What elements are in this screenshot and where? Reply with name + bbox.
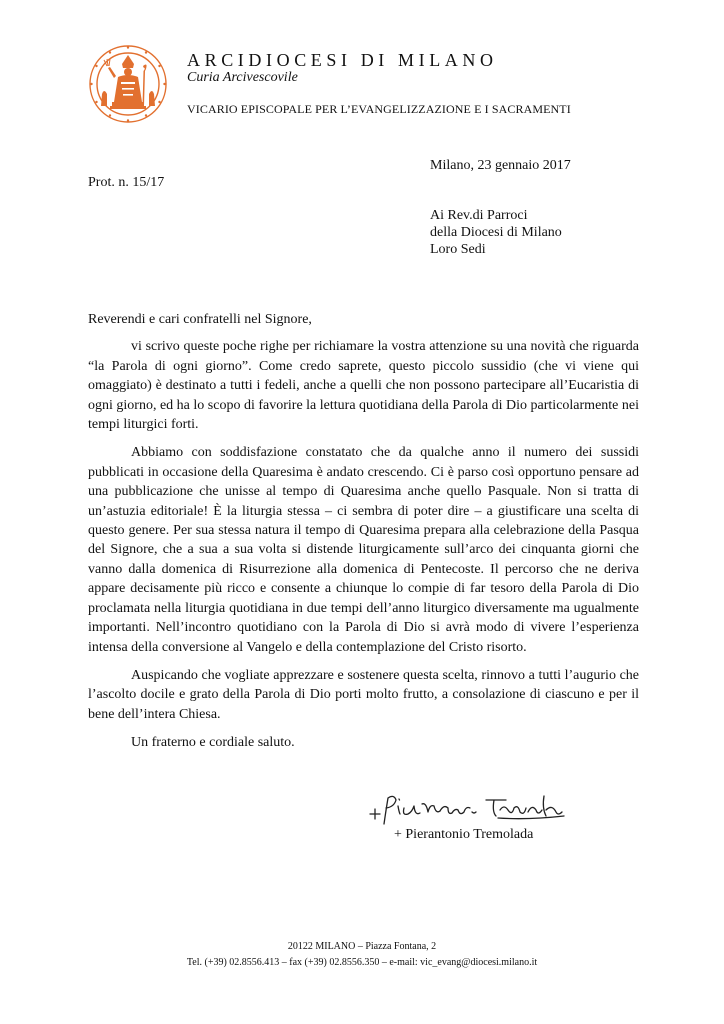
place-and-date: Milano, 23 gennaio 2017 xyxy=(430,158,571,173)
protocol-number: Prot. n. 15/17 xyxy=(88,175,165,190)
body-paragraph: vi scrivo queste poche righe per richiamare la vostra attenzione su una novità che riguarda “la Parola di ogni giorno”. Come credo saprete, questo piccolo sussidio (che vi viene qui omaggiato) è destinato a tutti i fedeli, anche a quelli che non possono partecipare all’Eucaristia di ogni giorno, ed ha lo scopo di favorire la lettura quotidiana della Parola di Dio particolarmente nei tempi liturgici forti. xyxy=(88,339,639,433)
letter-body xyxy=(88,310,639,753)
footer-address: 20122 MILANO – Piazza Fontana, 2 xyxy=(287,941,437,952)
body-paragraph: Abbiamo con soddisfazione constatato che da qualche anno il numero dei sussidi pubblicati in occasione della Quaresima è andato crescendo. Ci è parso così opportuno pensare ad una pubblicazione che unisse al tempo di Quaresima anche quello Pasquale. Non si tratta di un’astuzia editoriale! È la liturgia stessa – ci sembra di poter dire – a giustificare una scelta di questo genere. Per sua stessa natura il tempo di Quaresima prepara alla celebrazione della Pasqua del Signore, che a sua a sua volta si distende liturgicamente sull’arco dei cinquanta giorni che vanno dalla domenica di Risurrezione alla domenica di Pentecoste. Il percorso che ne deriva appare decisamente più ricco e consente a chiunque lo compie di far tesoro della Parola di Dio proclamata nella liturgia quotidiana in due tempi dell’anno liturgico diversamente ma ugualmente importanti. Nell’incontro quotidiano con la Parola di Dio si avrà modo di vivere l’esperienza intensa della conversione al Vangelo e della contemplazione del Cristo risorto. xyxy=(88,445,639,655)
organization-title: ARCIDIOCESI DI MILANO xyxy=(187,50,498,70)
closing-line: Un fraterno e cordiale saluto. xyxy=(131,735,295,751)
signatory-name: + Pierantonio Tremolada xyxy=(394,827,534,842)
addressee-block xyxy=(430,207,562,258)
addressee-line: della Diocesi di Milano xyxy=(430,225,562,240)
body-paragraph: Auspicando che vogliate apprezzare e sostenere questa scelta, rinnovo a tutti l’augurio che l’ascolto docile e grato della Parola di Dio porti molto frutto, a consolazione di ciascuno e per il bene dell’intera Chiesa. xyxy=(88,667,639,722)
addressee-line: Ai Rev.di Parroci xyxy=(430,208,528,223)
organization-subtitle: Curia Arcivescovile xyxy=(187,70,298,85)
diocese-seal-icon xyxy=(88,44,168,124)
footer-contacts: Tel. (+39) 02.8556.413 – fax (+39) 02.8556.350 – e-mail: vic_evang@diocesi.milano.it xyxy=(186,957,538,968)
addressee-line: Loro Sedi xyxy=(430,242,486,257)
handwritten-signature xyxy=(368,790,568,830)
department-name: VICARIO EPISCOPALE PER L’EVANGELIZZAZIONE E I SACRAMENTI xyxy=(187,102,571,116)
salutation: Reverendi e cari confratelli nel Signore, xyxy=(88,312,312,327)
